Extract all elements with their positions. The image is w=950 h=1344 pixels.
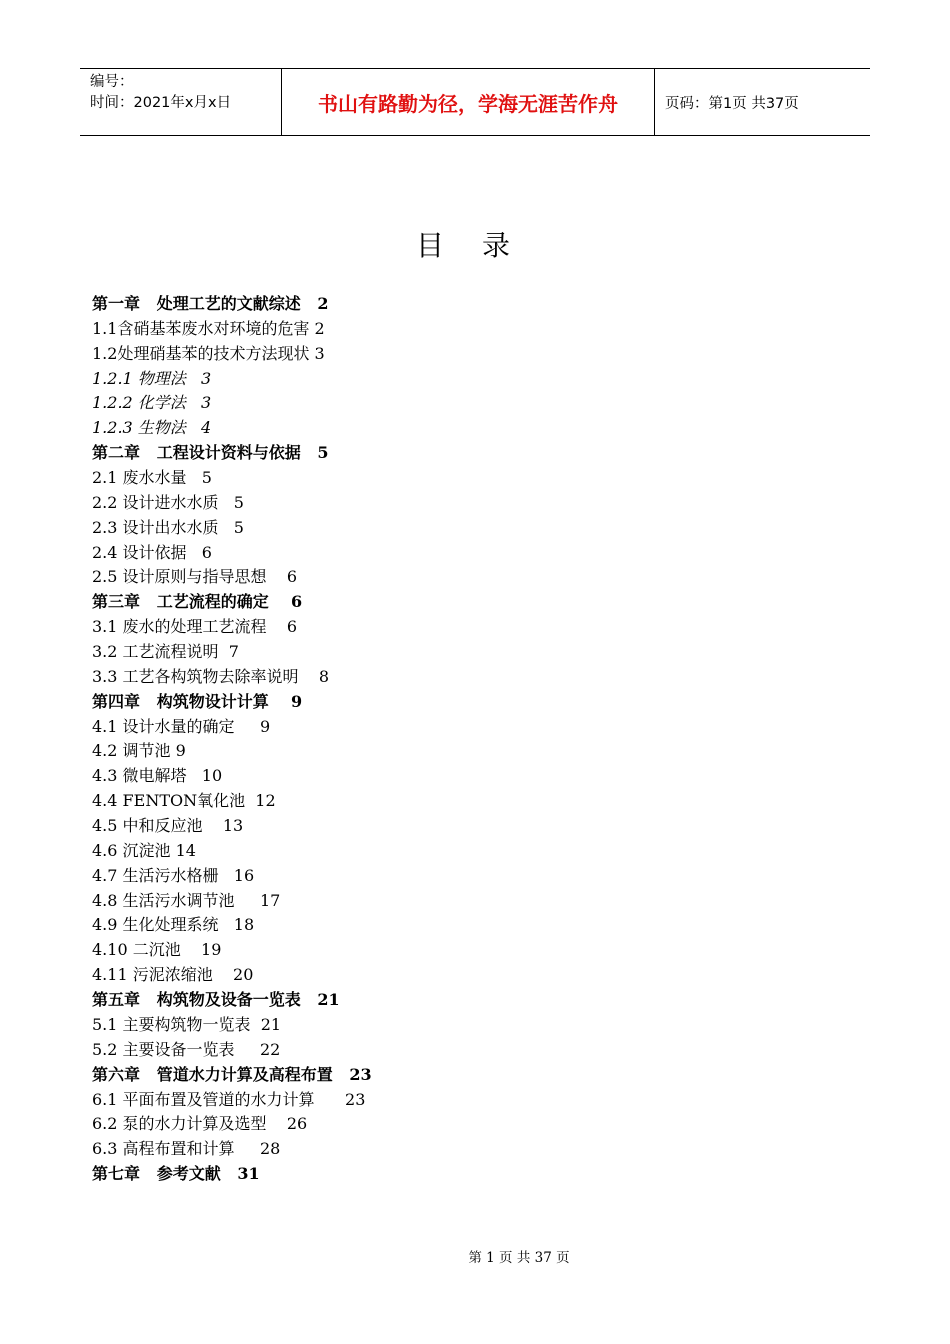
toc-chapter: 第七章 参考文献 31 <box>92 1164 260 1184</box>
toc-entry: 2.1 废水水量 5 <box>92 468 212 488</box>
toc-entry: 4.3 微电解塔 10 <box>92 766 223 786</box>
toc-entry: 1.1含硝基苯废水对环境的危害 2 <box>92 318 325 338</box>
header-page-label: 页码：第1页 共37页 <box>665 95 799 112</box>
toc-entry: 6.3 高程布置和计算 28 <box>92 1139 281 1159</box>
toc-chapter: 第四章 构筑物设计计算 9 <box>92 691 303 711</box>
number-label: 编号： <box>90 74 134 90</box>
toc-chapter: 第一章 处理工艺的文献综述 2 <box>92 294 329 313</box>
page-footer: 第 1 页 共 37 页 <box>468 1250 570 1266</box>
toc-entry: 1.2.3 生物法 4 <box>92 418 212 438</box>
toc-entry: 5.1 主要构筑物一览表 21 <box>92 1014 282 1034</box>
toc-entry: 1.2处理硝基苯的技术方法现状 3 <box>92 343 325 363</box>
toc-entry: 4.10 二沉池 19 <box>92 940 222 960</box>
toc-entry: 4.7 生活污水格栅 16 <box>92 865 255 885</box>
time-label: 时间：2021年x月x日 <box>90 95 232 111</box>
toc-entry: 4.6 沉淀池 14 <box>92 840 196 860</box>
toc-entry: 1.2.2 化学法 3 <box>92 393 212 413</box>
toc-entry: 2.2 设计进水水质 5 <box>92 492 244 512</box>
toc-entry: 4.5 中和反应池 13 <box>92 816 244 836</box>
toc-entry: 4.8 生活污水调节池 17 <box>92 890 281 910</box>
toc-entry: 4.1 设计水量的确定 9 <box>92 716 271 736</box>
toc-entry: 2.5 设计原则与指导思想 6 <box>92 567 298 587</box>
toc-entry: 4.11 污泥浓缩池 20 <box>92 965 254 985</box>
header-meta <box>80 69 282 135</box>
toc-entry: 2.4 设计依据 6 <box>92 542 212 562</box>
header-motto: 书山有路勤为径，学海无涯苦作舟 <box>282 69 655 135</box>
toc-chapter: 第二章 工程设计资料与依据 5 <box>92 443 329 463</box>
toc-entry: 6.2 泵的水力计算及选型 26 <box>92 1114 308 1134</box>
toc-chapter: 第六章 管道水力计算及高程布置 23 <box>92 1064 372 1084</box>
toc-entry: 5.2 主要设备一览表 22 <box>92 1039 281 1059</box>
toc-entry: 6.1 平面布置及管道的水力计算 23 <box>92 1089 366 1109</box>
toc-entry: 2.3 设计出水水质 5 <box>92 517 244 537</box>
toc-entry: 1.2.1 物理法 3 <box>92 368 212 388</box>
toc-chapter: 第五章 构筑物及设备一览表 21 <box>92 990 340 1010</box>
toc-entry: 4.9 生化处理系统 18 <box>92 915 255 935</box>
table-of-contents <box>92 292 652 1187</box>
toc-entry: 4.4 FENTON氧化池 12 <box>92 791 276 811</box>
page-header <box>80 68 870 136</box>
toc-entry: 3.3 工艺各构筑物去除率说明 8 <box>92 666 330 686</box>
toc-chapter: 第三章 工艺流程的确定 6 <box>92 592 303 612</box>
toc-entry: 3.2 工艺流程说明 7 <box>92 642 239 662</box>
page-title: 目录 <box>415 229 548 262</box>
toc-entry: 4.2 调节池 9 <box>92 741 186 761</box>
toc-entry: 3.1 废水的处理工艺流程 6 <box>92 617 298 637</box>
